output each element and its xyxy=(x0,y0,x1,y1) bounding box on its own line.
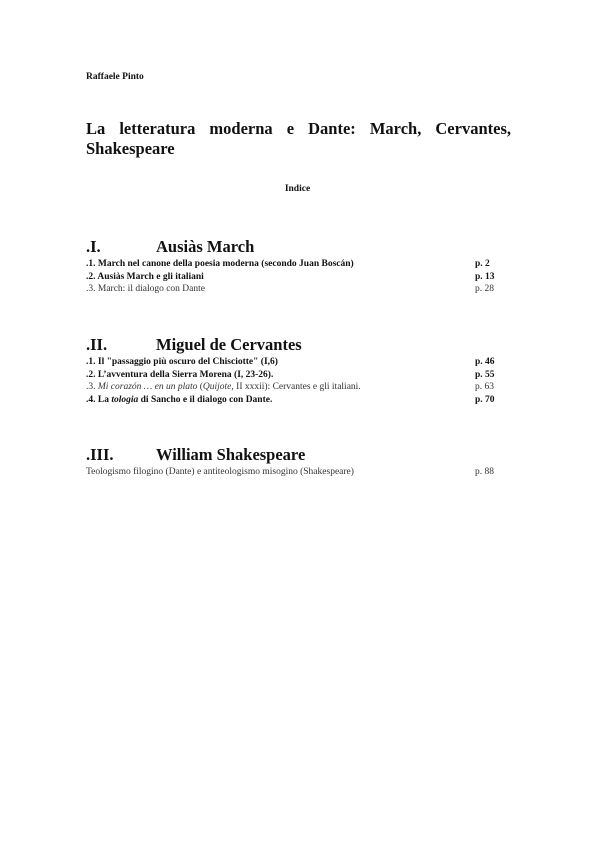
toc-entry-text: .1. Il "passaggio più oscuro del Chisciotte" (I,6) xyxy=(86,357,278,367)
section-number: .III. xyxy=(86,445,114,464)
toc-entry-page: p. 70 xyxy=(475,394,495,405)
toc-entry-page: p. 88 xyxy=(475,467,494,477)
toc-entry xyxy=(86,272,501,285)
toc-entry-text: .2. L’avventura della Sierra Morena (I, 23-26). xyxy=(86,369,274,380)
toc-entry-page: p. 2 xyxy=(475,259,490,269)
toc-entry-italic: Mi corazón … en un plato xyxy=(97,382,198,392)
section-number: .II. xyxy=(86,335,108,354)
toc-entry-page: p. 63 xyxy=(475,382,494,392)
author-name: Raffaele Pinto xyxy=(86,72,144,82)
section-title: Ausiàs March xyxy=(156,237,255,256)
toc-entry-prefix: .3. xyxy=(86,382,98,392)
section-miguel-de-cervantes xyxy=(86,335,501,407)
toc-entry-text: Teologismo filogino (Dante) e antiteologismo misogino (Shakespeare) xyxy=(86,467,354,477)
document-title: La letteratura moderna e Dante: March, Cervantes, Shakespeare xyxy=(86,119,511,158)
toc-entry xyxy=(86,467,501,480)
toc-entry-page: p. 13 xyxy=(475,271,495,282)
toc-entry-mid: ( xyxy=(197,382,203,392)
toc-entry-text xyxy=(86,395,272,405)
toc-entry-prefix: .4. La xyxy=(86,394,112,405)
toc-entry-page: p. 28 xyxy=(475,284,494,294)
section-ausias-march xyxy=(86,237,501,297)
section-william-shakespeare xyxy=(86,445,501,480)
section-heading xyxy=(86,445,501,467)
toc-entry xyxy=(86,357,501,370)
toc-entry xyxy=(86,370,501,383)
section-title: William Shakespeare xyxy=(156,445,306,464)
toc-entry-text: .2. Ausiàs March e gli italiani xyxy=(86,271,204,282)
toc-entry-suffix: di Sancho e il dialogo con Dante. xyxy=(138,394,273,405)
section-title: Miguel de Cervantes xyxy=(156,335,302,354)
section-number: .I. xyxy=(86,237,101,256)
toc-entry-text xyxy=(86,382,361,392)
toc-entry-italic: tologia xyxy=(111,394,139,405)
toc-entry-suffix: , II xxxii): Cervantes e gli italiani. xyxy=(231,382,361,392)
index-heading: Indice xyxy=(284,184,311,194)
toc-entry-page: p. 55 xyxy=(475,369,495,380)
toc-entry-italic-2: Quijote xyxy=(202,382,232,392)
toc-entry-text: .3. March: il dialogo con Dante xyxy=(86,284,205,294)
toc-entry-page: p. 46 xyxy=(475,357,495,367)
toc-entry xyxy=(86,382,501,395)
toc-entry xyxy=(86,284,501,297)
toc-entry xyxy=(86,395,501,408)
section-heading xyxy=(86,335,501,357)
section-heading xyxy=(86,237,501,259)
toc-entry xyxy=(86,259,501,272)
toc-entry-text: .1. March nel canone della poesia moderna (secondo Juan Boscán) xyxy=(86,259,354,269)
